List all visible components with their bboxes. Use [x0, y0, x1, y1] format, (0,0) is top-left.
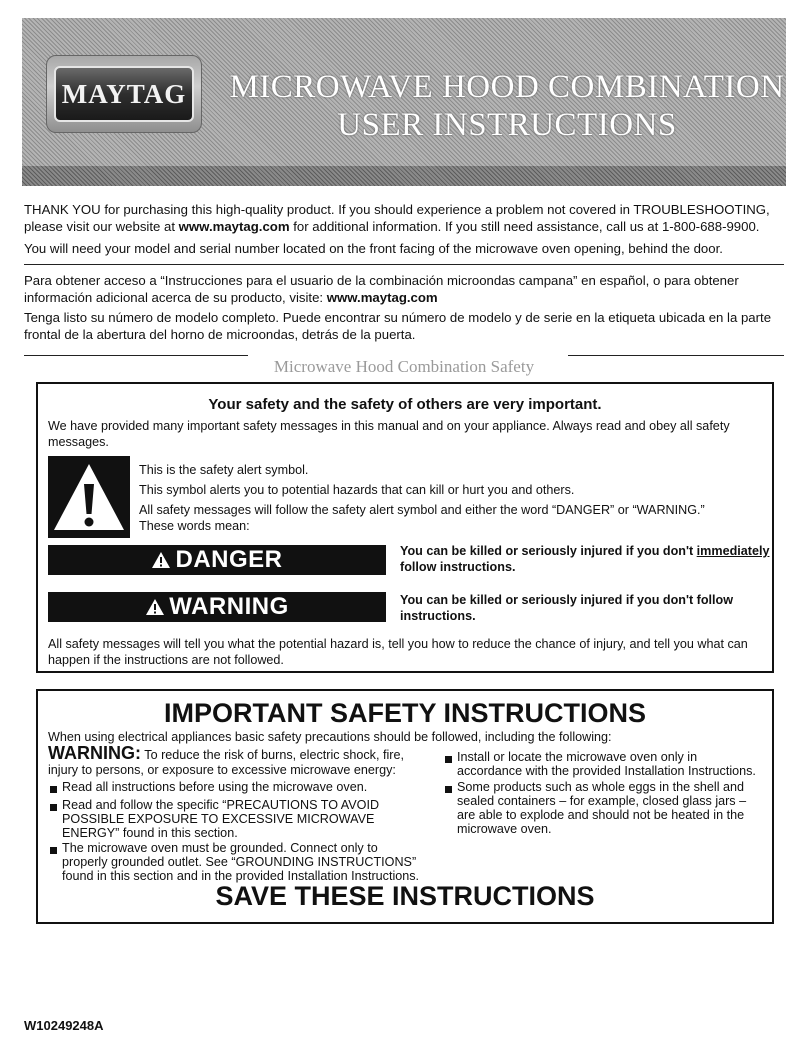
danger-text — [400, 543, 772, 575]
intro-line: Para obtener acceso a “Instrucciones para el usuario de la combinación microondas campana” en español, o para obtener — [24, 273, 739, 288]
warning-alert-icon — [145, 598, 165, 616]
bullet-line: sealed containers – for example, closed glass jars – — [457, 794, 747, 808]
intro-spanish-1 — [24, 272, 784, 306]
intro-thank-you — [24, 201, 784, 235]
warning-text-line: instructions. — [400, 609, 476, 623]
logo-badge — [54, 66, 194, 122]
warning-text-a: To reduce the risk of burns, electric shock, fire, — [141, 748, 404, 762]
banner-stripe — [22, 166, 786, 186]
bullet-line: microwave oven. — [457, 822, 552, 836]
intro-text: información adicional acerca de su producto, visite: — [24, 290, 327, 305]
danger-alert-icon — [151, 551, 171, 569]
bullet-line: Read and follow the specific “PRECAUTIONS TO AVOID — [62, 798, 380, 812]
intro-line — [24, 289, 784, 306]
bullet-marker — [50, 786, 57, 793]
intro-text: for additional information. If you still need assistance, call us at 1-800-688-9900. — [289, 219, 760, 234]
divider — [24, 264, 784, 265]
bullet-line: properly grounded outlet. See “GROUNDING INSTRUCTIONS” — [62, 855, 417, 869]
left-bullet-2 — [62, 798, 432, 840]
banner-title-line2: USER INSTRUCTIONS — [337, 107, 677, 143]
warning-text-line: You can be killed or seriously injured if you don't follow — [400, 593, 734, 607]
website-link-es[interactable]: www.maytag.com — [326, 290, 438, 305]
header-banner — [22, 18, 786, 186]
safety-intro-line: We have provided many important safety messages in this manual and on your appliance. Always read and obey all safety — [48, 419, 730, 433]
bullet-line: accordance with the provided Installation Instructions. — [457, 764, 756, 778]
warning-triangle-icon — [48, 456, 130, 538]
important-subtitle: When using electrical appliances basic safety precautions should be followed, including the following: — [48, 730, 612, 744]
safety-footer-line: happen if the instructions are not followed. — [48, 653, 284, 667]
symbol-line-3b: These words mean: — [139, 519, 250, 533]
save-instructions: SAVE THESE INSTRUCTIONS — [215, 881, 595, 911]
safety-footer — [48, 636, 770, 668]
symbol-line-1: This is the safety alert symbol. — [139, 463, 309, 477]
bullet-marker — [50, 804, 57, 811]
bullet-marker — [445, 786, 452, 793]
danger-text-line: follow instructions. — [400, 560, 516, 574]
banner-title-line1: MICROWAVE HOOD COMBINATION — [229, 69, 785, 105]
section-rule-left — [24, 355, 248, 356]
maytag-logo — [46, 55, 202, 133]
intro-line — [24, 218, 784, 235]
bullet-line: are able to explode and should not be heated in the — [457, 808, 745, 822]
banner-title — [227, 68, 786, 144]
warning-text — [400, 592, 772, 624]
intro-model-serial: You will need your model and serial number located on the front facing of the microwave oven opening, behind the door. — [24, 241, 723, 256]
bullet-line: Some products such as whole eggs in the shell and — [457, 780, 745, 794]
bullet-line: POSSIBLE EXPOSURE TO EXCESSIVE MICROWAVE — [62, 812, 375, 826]
safety-intro-line: messages. — [48, 435, 109, 449]
important-title: IMPORTANT SAFETY INSTRUCTIONS — [163, 698, 646, 728]
bullet-line: Install or locate the microwave oven only in — [457, 750, 698, 764]
website-link[interactable]: www.maytag.com — [178, 219, 290, 234]
symbol-line-3 — [139, 502, 705, 534]
danger-text-underlined: immediately — [696, 544, 770, 558]
warning-label: WARNING — [169, 593, 289, 620]
warning-word: WARNING: — [48, 743, 141, 763]
logo-text: MAYTAG — [61, 78, 187, 109]
section-title: Microwave Hood Combination Safety — [273, 357, 535, 376]
safety-intro — [48, 418, 768, 450]
symbol-line-2: This symbol alerts you to potential hazards that can kill or hurt you and others. — [139, 483, 575, 497]
important-warning-line: injury to persons, or exposure to excessive microwave energy: — [48, 763, 396, 777]
bullet-line: Read all instructions before using the microwave oven. — [62, 780, 368, 794]
intro-spanish-2 — [24, 309, 784, 343]
bullet-marker — [50, 847, 57, 854]
intro-text: please visit our website at — [24, 219, 179, 234]
left-bullet-3 — [62, 841, 434, 883]
danger-label: DANGER — [175, 546, 283, 573]
symbol-line-3a: All safety messages will follow the safety alert symbol and either the word “DANGER” or “WARNING.” — [139, 503, 705, 517]
safety-heading: Your safety and the safety of others are very important. — [208, 396, 602, 413]
bullet-line: The microwave oven must be grounded. Connect only to — [62, 841, 378, 855]
danger-text-a: You can be killed or seriously injured if you don't — [400, 544, 697, 558]
important-warning-line — [48, 743, 428, 763]
safety-alert-symbol — [48, 456, 130, 538]
bullet-marker — [445, 756, 452, 763]
intro-line: Tenga listo su número de modelo completo. Puede encontrar su número de modelo y de serie en la etiqueta ubicada en la parte — [24, 310, 772, 325]
bullet-line: found in this section and in the provided Installation Instructions. — [62, 869, 420, 883]
safety-footer-line: All safety messages will tell you what the potential hazard is, tell you how to reduce the chance of injury, and tell you what can — [48, 637, 748, 651]
bullet-line: ENERGY” found in this section. — [62, 826, 238, 840]
intro-line: frontal de la abertura del horno de microondas, detrás de la puerta. — [24, 327, 416, 342]
left-bullet-1 — [62, 780, 432, 794]
part-number: W10249248A — [24, 1018, 104, 1033]
important-warning — [48, 743, 428, 778]
danger-text-line — [400, 543, 772, 559]
danger-signal-word — [48, 545, 386, 575]
right-bullet-1 — [457, 750, 769, 778]
intro-line: THANK YOU for purchasing this high-quality product. If you should experience a problem not covered in TROUBLESHOOTING, — [24, 202, 770, 217]
section-rule-right — [568, 355, 784, 356]
right-bullet-2 — [457, 780, 769, 836]
warning-signal-word — [48, 592, 386, 622]
